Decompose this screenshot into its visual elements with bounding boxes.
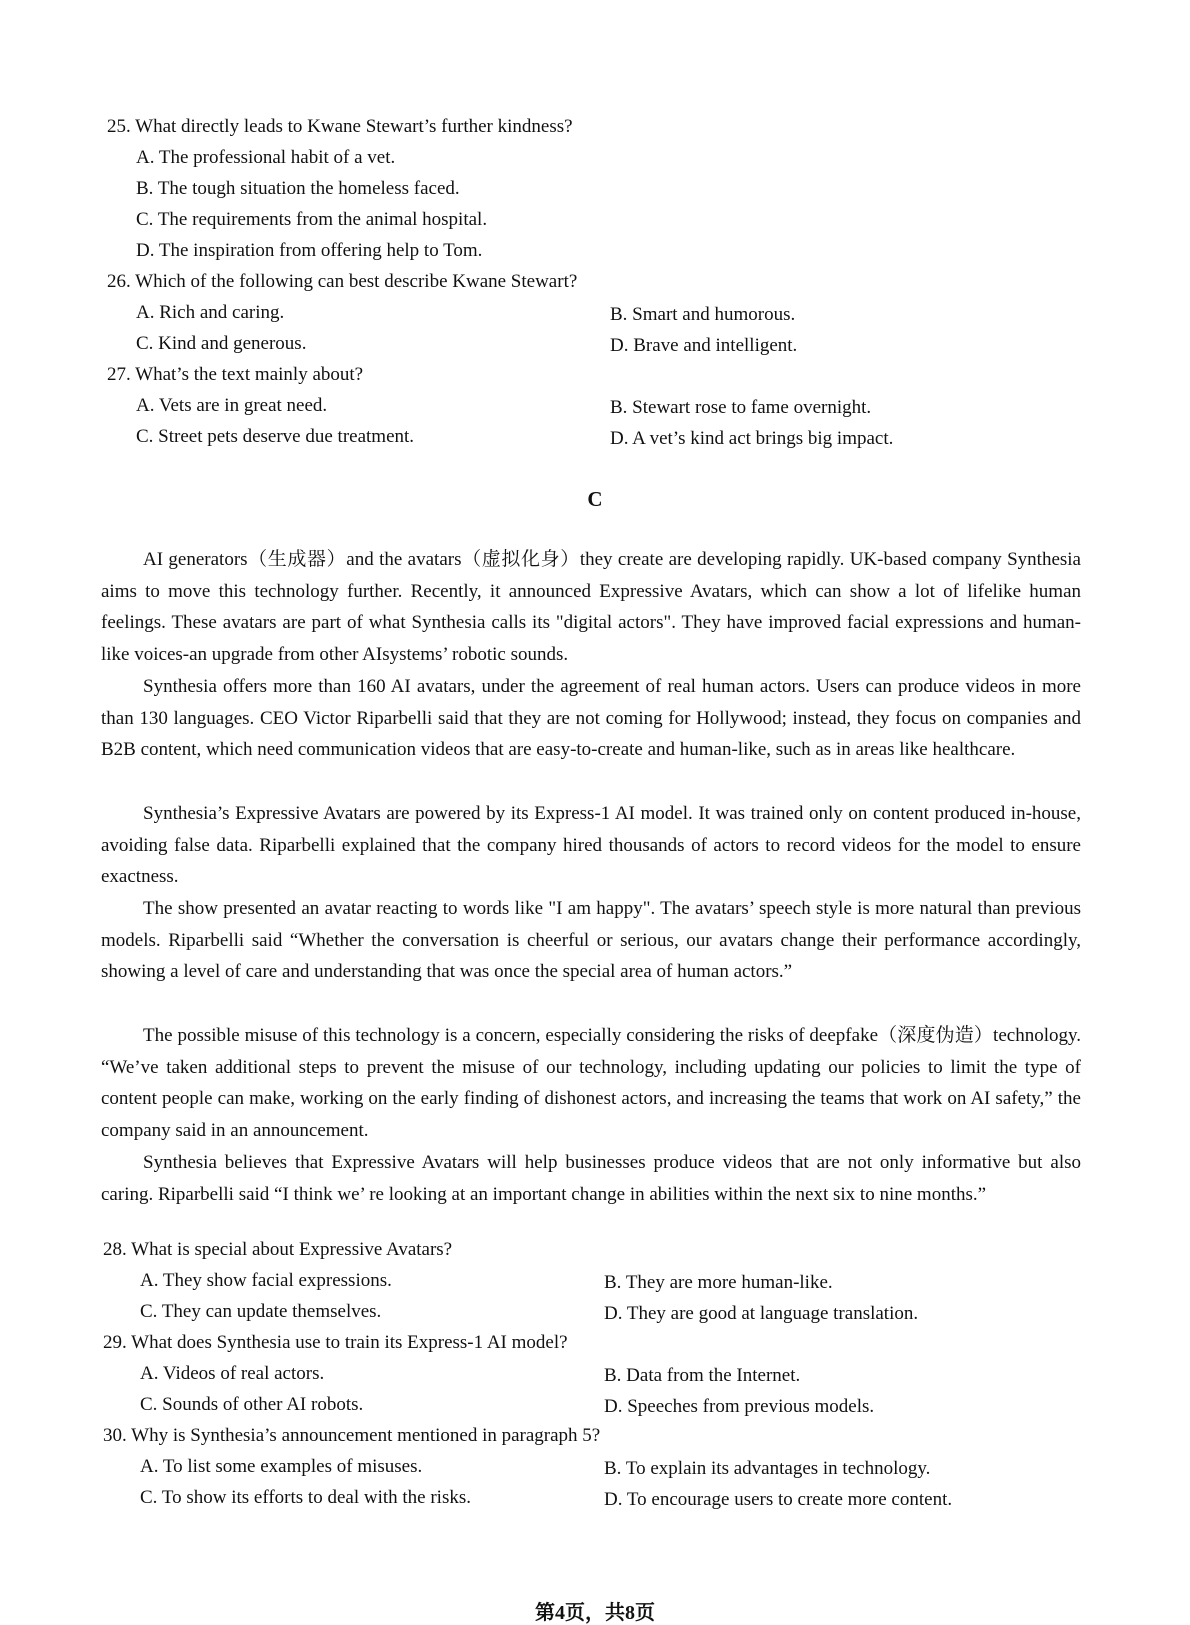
question-26-stem: 26. Which of the following can best describe Kwane Stewart? xyxy=(107,271,578,292)
question-29-option-b: B. Data from the Internet. xyxy=(604,1365,801,1386)
question-27-option-b: B. Stewart rose to fame overnight. xyxy=(610,397,872,418)
question-29-option-a: A. Videos of real actors. xyxy=(140,1363,325,1384)
passage-paragraph-6: Synthesia believes that Expressive Avatars will help businesses produce videos that are not only informative but also caring. Riparbelli said “I think we’ re looking at an important change in abilities within the next six to nine months.” xyxy=(101,1152,1081,1205)
question-28-option-d: D. They are good at language translation. xyxy=(604,1303,919,1324)
question-25-option-d: D. The inspiration from offering help to Tom. xyxy=(136,240,483,261)
question-25-option-c: C. The requirements from the animal hospital. xyxy=(136,209,488,230)
question-26-option-b: B. Smart and humorous. xyxy=(610,304,796,325)
question-29-option-d: D. Speeches from previous models. xyxy=(604,1396,875,1417)
question-29-stem: 29. What does Synthesia use to train its Express-1 AI model? xyxy=(103,1332,568,1353)
question-30-option-d: D. To encourage users to create more content. xyxy=(604,1489,953,1510)
question-30-option-a: A. To list some examples of misuses. xyxy=(140,1456,423,1477)
question-30-option-c: C. To show its efforts to deal with the risks. xyxy=(140,1487,471,1508)
question-26-option-a: A. Rich and caring. xyxy=(136,302,285,323)
question-28-option-b: B. They are more human-like. xyxy=(604,1272,833,1293)
passage-paragraph-5: The possible misuse of this technology is a concern, especially considering the risks of deepfake（深度伪造）technology. “We’ve taken additional steps to prevent the misuse of our technology, including updating our policies to limit the type of content people can make, working on the early finding of dishonest actors, and increasing the teams that work on AI safety,” the company said in an announcement. xyxy=(101,1025,1081,1142)
question-27-option-d: D. A vet’s kind act brings big impact. xyxy=(610,428,894,449)
question-26-option-c: C. Kind and generous. xyxy=(136,333,307,354)
question-28-option-c: C. They can update themselves. xyxy=(140,1301,382,1322)
question-27-option-a: A. Vets are in great need. xyxy=(136,395,328,416)
question-30-option-b: B. To explain its advantages in technology. xyxy=(604,1458,931,1479)
passage-paragraph-3: Synthesia’s Expressive Avatars are powered by its Express-1 AI model. It was trained only on content produced in-house, avoiding false data. Riparbelli explained that the company hired thousands of actors to record videos for the model to ensure exactness. xyxy=(101,803,1081,888)
passage-paragraph-4: The show presented an avatar reacting to words like "I am happy". The avatars’ speech style is more natural than previous models. Riparbelli said “Whether the conversation is cheerful or serious, our avatars change their performance accordingly, showing a level of care and understanding that was once the special area of human actors.” xyxy=(101,898,1081,983)
passage-paragraph-2: Synthesia offers more than 160 AI avatars, under the agreement of real human actors. Users can produce videos in more than 130 languages. CEO Victor Riparbelli said that they are not coming for Hollywood; instead, they focus on companies and B2B content, which need communication videos that are easy-to-create and human-like, such as in areas like healthcare. xyxy=(101,676,1081,761)
question-25-stem: 25. What directly leads to Kwane Stewart’s further kindness? xyxy=(107,116,573,137)
question-26-option-d: D. Brave and intelligent. xyxy=(610,335,798,356)
page-number: 第4页，共8页 xyxy=(535,1602,655,1624)
question-30-stem: 30. Why is Synthesia’s announcement mentioned in paragraph 5? xyxy=(103,1425,601,1446)
question-25-option-b: B. The tough situation the homeless faced. xyxy=(136,178,460,199)
question-25-option-a: A. The professional habit of a vet. xyxy=(136,147,396,168)
question-27-stem: 27. What’s the text mainly about? xyxy=(107,364,364,385)
question-28-option-a: A. They show facial expressions. xyxy=(140,1270,392,1291)
section-c-title: C xyxy=(587,487,603,511)
question-29-option-c: C. Sounds of other AI robots. xyxy=(140,1394,364,1415)
question-27-option-c: C. Street pets deserve due treatment. xyxy=(136,426,415,447)
question-28-stem: 28. What is special about Expressive Avatars? xyxy=(103,1239,453,1260)
passage-paragraph-1: AI generators（生成器）and the avatars（虚拟化身）they create are developing rapidly. UK-based company Synthesia aims to move this technology further. Recently, it announced Expressive Avatars, which can show a lot of lifelike human feelings. These avatars are part of what Synthesia calls its "digital actors". They have improved facial expressions and human-like voices-an upgrade from other AIsystems’ robotic sounds. xyxy=(101,549,1081,666)
